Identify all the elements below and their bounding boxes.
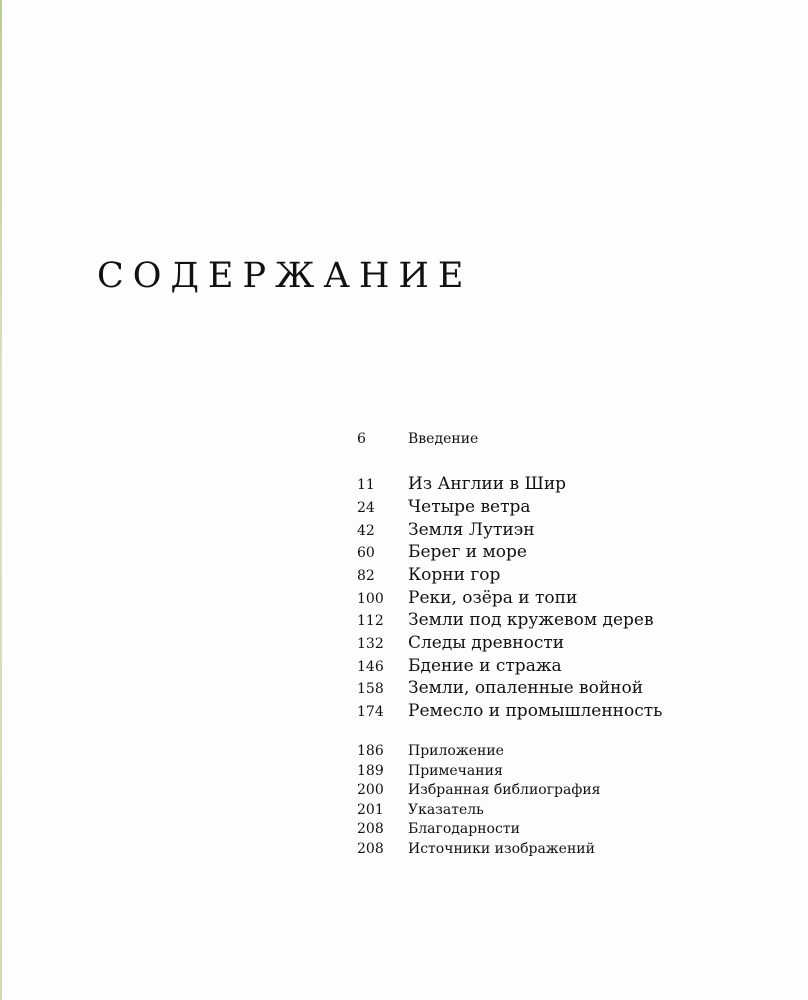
toc-page-number: 201 (357, 802, 384, 818)
toc-page-number: 186 (357, 743, 384, 759)
toc-page-number: 208 (357, 821, 384, 837)
toc-page-number: 112 (357, 613, 384, 629)
page-edge (0, 0, 2, 1000)
toc-entry-title: Четыре ветра (408, 497, 531, 517)
toc-page-number: 11 (357, 477, 375, 493)
toc-entry-title: Ремесло и промышленность (408, 701, 663, 721)
toc-entry-title: Избранная библиография (408, 782, 601, 798)
toc-page-number: 208 (357, 841, 384, 857)
toc-entry-title: Земли под кружевом дерев (408, 610, 654, 630)
toc-entry-title: Благодарности (408, 821, 520, 837)
toc-page-number: 200 (357, 782, 384, 798)
toc-entry-title: Корни гор (408, 565, 501, 585)
toc-entry-title: Земля Лутиэн (408, 520, 535, 540)
toc-entry-title: Берег и море (408, 542, 527, 562)
toc-page-number: 6 (357, 431, 366, 447)
toc-page-number: 60 (357, 545, 375, 561)
toc-entry-title: Указатель (408, 802, 484, 818)
toc-entry-title: Следы древности (408, 633, 565, 653)
toc-page-number: 42 (357, 523, 375, 539)
toc-page-number: 24 (357, 500, 375, 516)
page-title: СОДЕРЖАНИЕ (97, 256, 473, 296)
toc-page-number: 82 (357, 568, 375, 584)
toc-entry-title: Земли, опаленные войной (408, 678, 644, 698)
toc-entry-title: Бдение и стража (408, 656, 562, 676)
toc-entry-title: Приложение (408, 743, 504, 759)
toc-entry-title: Введение (408, 431, 479, 447)
toc-page-number: 158 (357, 681, 384, 697)
toc-page-number: 132 (357, 636, 384, 652)
toc-page-number: 189 (357, 763, 384, 779)
toc-entry-title: Источники изображений (408, 841, 595, 857)
toc-entry-title: Реки, озёра и топи (408, 588, 578, 608)
toc-page-number: 174 (357, 704, 384, 720)
toc-entry-title: Из Англии в Шир (408, 474, 567, 494)
toc-page-number: 100 (357, 591, 384, 607)
toc-entry-title: Примечания (408, 763, 503, 779)
toc-page-number: 146 (357, 659, 384, 675)
